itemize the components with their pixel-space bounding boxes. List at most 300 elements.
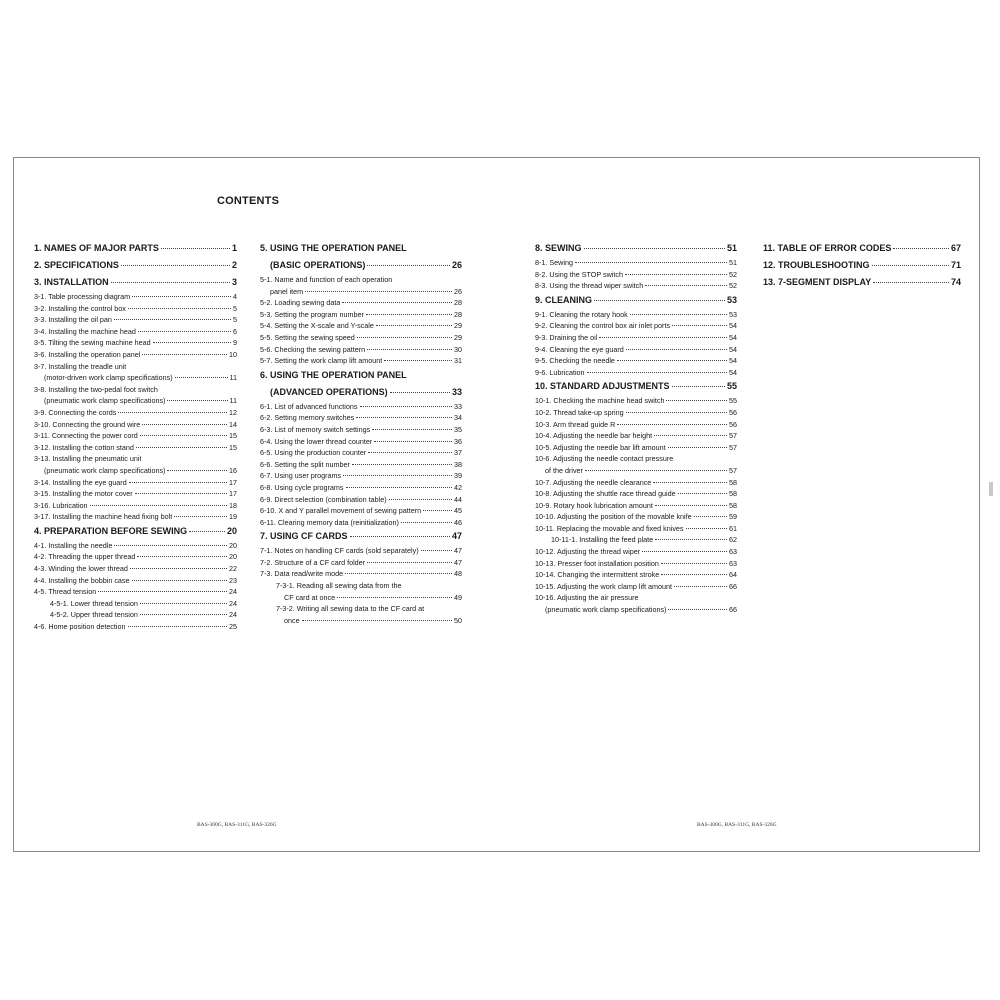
toc-entry [260, 615, 462, 627]
toc-leader-dots [140, 614, 227, 615]
toc-page-number: 58 [729, 477, 737, 487]
toc-entry [260, 332, 462, 344]
toc-entry [260, 286, 462, 298]
toc-entry-label: 3. INSTALLATION [34, 277, 109, 287]
toc-page-number: 62 [729, 535, 737, 545]
toc-entry-label: 6-10. X and Y parallel movement of sewing pattern [260, 506, 422, 516]
toc-page-number: 45 [454, 506, 462, 516]
toc-page-number: 57 [729, 465, 737, 475]
toc-leader-dots [138, 331, 231, 332]
toc-entry [260, 603, 462, 615]
toc-entry-label: 8. SEWING [535, 243, 582, 253]
toc-entry-label: 4. PREPARATION BEFORE SEWING [34, 525, 188, 536]
toc-leader-dots [654, 435, 727, 436]
toc-entry [34, 384, 237, 396]
toc-page-number: 54 [729, 321, 737, 331]
toc-entry-label: 3-14. Installing the eye guard [34, 477, 127, 487]
toc-page-number: 4 [233, 292, 237, 301]
toc-leader-dots [694, 516, 727, 517]
toc-entry [535, 453, 737, 465]
toc-entry [34, 575, 237, 587]
toc-page-number: 17 [229, 477, 237, 487]
toc-entry [34, 621, 237, 633]
toc-leader-dots [626, 412, 727, 413]
toc-entry-label: 4-5. Thread tension [34, 587, 97, 597]
toc-entry [535, 558, 737, 570]
toc-entry-label: 2. SPECIFICATIONS [34, 260, 119, 270]
toc-entry-label: 10-1. Checking the machine head switch [535, 396, 665, 406]
toc-page-number: 53 [729, 309, 737, 319]
toc-entry-label: 3-1. Table processing diagram [34, 292, 131, 301]
toc-page-number: 57 [729, 431, 737, 441]
toc-page-number: 53 [726, 294, 737, 305]
toc-entry [34, 453, 237, 465]
toc-entry-label: 9-1. Cleaning the rotary hook [535, 309, 628, 319]
toc-entry [535, 546, 737, 558]
toc-entry-label: 7-3-1. Reading all sewing data from the [276, 581, 402, 591]
toc-column-3 [535, 240, 737, 616]
toc-page-number: 15 [229, 431, 237, 441]
toc-page-number: 16 [229, 465, 237, 475]
toc-page-number: 57 [729, 442, 737, 452]
toc-page-number: 71 [950, 260, 961, 270]
toc-leader-dots [137, 556, 227, 557]
toc-page-number: 20 [229, 552, 237, 562]
toc-entry-label: 6-11. Clearing memory data (reinitialization) [260, 517, 399, 527]
toc-leader-dots [132, 580, 228, 581]
toc-entry-label: 10-13. Presser foot installation position [535, 558, 659, 568]
toc-page-number: 3 [231, 277, 237, 287]
toc-entry [260, 545, 462, 557]
page-edge-mark [989, 482, 993, 496]
toc-entry [34, 500, 237, 512]
toc-page-number: 24 [229, 598, 237, 608]
toc-entry [34, 349, 237, 361]
toc-page-number: 56 [729, 419, 737, 429]
toc-leader-dots [366, 314, 452, 315]
toc-page-number: 2 [231, 260, 237, 270]
toc-leader-dots [893, 248, 949, 249]
toc-entry [535, 280, 737, 292]
toc-page-number: 28 [454, 309, 462, 319]
toc-leader-dots [389, 499, 452, 500]
toc-leader-dots [128, 626, 228, 627]
toc-leader-dots [342, 302, 452, 303]
toc-page-number: 47 [454, 546, 462, 556]
toc-leader-dots [142, 354, 227, 355]
toc-entry-label: 3-7. Installing the treadle unit [34, 361, 127, 371]
toc-page-number: 17 [229, 489, 237, 499]
toc-entry [34, 551, 237, 563]
toc-entry-label: 10-14. Changing the intermittent stroke [535, 570, 660, 580]
toc-leader-dots [356, 417, 452, 418]
toc-leader-dots [367, 349, 452, 350]
toc-entry-label: 3-12. Installing the cotton stand [34, 442, 134, 452]
toc-leader-dots [653, 482, 727, 483]
toc-page-number: 5 [233, 315, 237, 325]
toc-page-number: 44 [454, 494, 462, 504]
toc-leader-dots [401, 522, 452, 523]
toc-entry-label: 6-8. Using cycle programs [260, 482, 344, 492]
toc-leader-dots [142, 424, 227, 425]
toc-entry-label: 9-3. Draining the oil [535, 332, 598, 342]
toc-page-number: 38 [454, 459, 462, 469]
toc-entry [260, 517, 462, 529]
toc-entry [535, 442, 737, 454]
toc-entry-label: (BASIC OPERATIONS) [270, 260, 366, 270]
toc-entry [535, 355, 737, 367]
toc-page-number: 10 [229, 349, 237, 359]
toc-page-number: 15 [229, 442, 237, 452]
toc-entry [34, 586, 237, 598]
toc-entry [535, 581, 737, 593]
toc-page-number: 55 [729, 396, 737, 406]
toc-entry [34, 511, 237, 523]
toc-leader-dots [661, 574, 727, 575]
toc-entry [260, 592, 462, 604]
toc-entry-label: 9-6. Lubrication [535, 367, 585, 377]
toc-entry-label: 5-5. Setting the sewing speed [260, 332, 355, 342]
toc-entry-label: 4-3. Winding the lower thread [34, 564, 128, 574]
toc-leader-dots [872, 265, 949, 266]
toc-leader-dots [384, 360, 452, 361]
toc-section-entry [763, 240, 961, 257]
toc-entry-label: 9. CLEANING [535, 294, 593, 305]
toc-entry-label: 9-5. Checking the needle [535, 356, 615, 366]
toc-leader-dots [423, 510, 452, 511]
toc-entry-label: 4-4. Installing the bobbin case [34, 575, 130, 585]
toc-entry-label: 5-2. Loading sewing data [260, 298, 341, 308]
toc-entry [535, 320, 737, 332]
toc-leader-dots [655, 505, 727, 506]
toc-entry [260, 309, 462, 321]
toc-leader-dots [585, 470, 727, 471]
toc-section-entry [34, 257, 237, 274]
toc-leader-dots [674, 586, 727, 587]
toc-page-number: 47 [454, 557, 462, 567]
toc-entry [535, 395, 737, 407]
toc-page-number: 22 [229, 564, 237, 574]
toc-leader-dots [357, 337, 452, 338]
toc-entry [34, 337, 237, 349]
toc-section-entry [260, 528, 462, 545]
toc-entry-label: 3-10. Connecting the ground wire [34, 419, 141, 429]
toc-page-number: 39 [454, 471, 462, 481]
toc-leader-dots [367, 265, 450, 266]
toc-entry [34, 395, 237, 407]
toc-leader-dots [372, 429, 452, 430]
toc-entry-label: 8-1. Sewing [535, 258, 573, 267]
toc-entry [34, 314, 237, 326]
toc-section-entry [260, 367, 462, 384]
toc-entry-label: 7-2. Structure of a CF card folder [260, 557, 366, 567]
toc-entry [34, 465, 237, 477]
toc-page-number: 64 [729, 570, 737, 580]
toc-page-number: 12 [229, 407, 237, 417]
toc-entry-label: 10-11-1. Installing the feed plate [551, 535, 654, 545]
toc-page-number: 42 [454, 482, 462, 492]
toc-entry-label: 3-13. Installing the pneumatic unit [34, 454, 142, 464]
toc-leader-dots [167, 400, 227, 401]
toc-entry-label: 4-2. Threading the upper thread [34, 552, 136, 562]
toc-section-entry [763, 274, 961, 291]
toc-page-number: 36 [454, 436, 462, 446]
toc-entry-label: 9-2. Cleaning the control box air inlet ports [535, 321, 671, 331]
footer-model-left: BAS-300G, BAS-311G, BAS-326G [197, 822, 277, 828]
toc-leader-dots [390, 392, 450, 393]
toc-section-entry [260, 384, 462, 401]
toc-page-number: 35 [454, 424, 462, 434]
toc-page-number: 34 [454, 413, 462, 423]
toc-entry-label: 3-3. Installing the oil pan [34, 315, 112, 325]
toc-entry [260, 355, 462, 367]
toc-entry [260, 436, 462, 448]
toc-entry-label: of the driver [545, 465, 583, 475]
toc-entry [535, 569, 737, 581]
toc-leader-dots [346, 487, 453, 488]
toc-entry-label: 11. TABLE OF ERROR CODES [763, 243, 892, 253]
toc-leader-dots [130, 568, 227, 569]
toc-entry-label: 10-2. Thread take-up spring [535, 407, 624, 417]
toc-leader-dots [376, 325, 452, 326]
toc-page-number: 24 [229, 587, 237, 597]
toc-leader-dots [626, 349, 727, 350]
toc-page-number: 51 [729, 258, 737, 267]
toc-entry-label: 6. USING THE OPERATION PANEL [260, 369, 407, 380]
toc-leader-dots [661, 563, 727, 564]
toc-entry-label: 7-3. Data read/write mode [260, 569, 344, 579]
toc-page-number: 56 [729, 407, 737, 417]
toc-page-number: 54 [729, 356, 737, 366]
toc-entry-label: 5-3. Setting the program number [260, 309, 364, 319]
toc-entry-label: 3-17. Installing the machine head fixing bolt [34, 512, 173, 522]
toc-leader-dots [114, 319, 231, 320]
toc-page-number: 11 [229, 373, 237, 383]
toc-leader-dots [135, 493, 227, 494]
toc-entry [260, 580, 462, 592]
toc-entry-label: once [284, 615, 300, 625]
toc-entry-label: 6-7. Using user programs [260, 471, 342, 481]
toc-entry-label: 10-4. Adjusting the needle bar height [535, 431, 653, 441]
toc-entry [535, 257, 737, 269]
toc-leader-dots [617, 360, 727, 361]
toc-page-number: 20 [226, 525, 237, 536]
toc-entry-label: 9-4. Cleaning the eye guard [535, 344, 624, 354]
toc-entry-label: 10-5. Adjusting the needle bar lift amount [535, 442, 666, 452]
toc-page-number: 9 [233, 338, 237, 348]
toc-section-entry [260, 257, 462, 274]
toc-entry [535, 465, 737, 477]
toc-leader-dots [302, 620, 452, 621]
toc-section-entry [535, 240, 737, 257]
toc-entry-label: 6-5. Using the production counter [260, 448, 367, 458]
toc-leader-dots [575, 262, 727, 263]
toc-entry-label: 4-5-2. Upper thread tension [50, 610, 138, 620]
toc-entry-label: 5-7. Setting the work clamp lift amount [260, 356, 383, 366]
toc-entry-label: CF card at once [284, 592, 336, 602]
toc-entry [260, 401, 462, 413]
toc-page-number: 26 [454, 286, 462, 296]
toc-page-number: 50 [454, 615, 462, 625]
toc-leader-dots [672, 325, 727, 326]
toc-page-number: 26 [451, 260, 462, 270]
toc-entry-label: 6-6. Setting the split number [260, 459, 350, 469]
toc-section-entry [34, 523, 237, 540]
toc-entry-label: 3-4. Installing the machine head [34, 326, 136, 336]
toc-leader-dots [121, 265, 230, 266]
toc-entry-label: (motor-driven work clamp specifications) [44, 373, 173, 383]
toc-leader-dots [645, 285, 727, 286]
toc-entry [260, 344, 462, 356]
toc-entry-label: 1. NAMES OF MAJOR PARTS [34, 243, 159, 253]
toc-entry [34, 488, 237, 500]
toc-entry-label: 10-10. Adjusting the position of the movable knife [535, 512, 692, 522]
toc-leader-dots [642, 551, 727, 552]
toc-entry [34, 540, 237, 552]
toc-entry-label: 6-3. List of memory switch settings [260, 424, 371, 434]
toc-entry-label: (ADVANCED OPERATIONS) [270, 386, 388, 397]
toc-entry-label: 4-6. Home position detection [34, 622, 126, 632]
contents-title: CONTENTS [217, 195, 280, 207]
toc-entry [260, 447, 462, 459]
toc-leader-dots [153, 342, 231, 343]
toc-entry [260, 412, 462, 424]
toc-page-number: 47 [451, 531, 462, 542]
toc-entry-label: 7-3-2. Writing all sewing data to the CF card at [276, 604, 425, 614]
toc-entry-label: 6-9. Direct selection (combination table) [260, 494, 387, 504]
toc-entry-label: 3-15. Installing the motor cover [34, 489, 133, 499]
toc-entry-label: 10-16. Adjusting the air pressure [535, 593, 639, 603]
toc-entry-label: 6-1. List of advanced functions [260, 401, 358, 411]
toc-page-number: 63 [729, 558, 737, 568]
toc-leader-dots [128, 308, 231, 309]
toc-leader-dots [367, 562, 452, 563]
toc-leader-dots [655, 539, 727, 540]
toc-section-entry [535, 378, 737, 395]
toc-page-number: 55 [726, 381, 737, 392]
toc-entry-label: 5. USING THE OPERATION PANEL [260, 243, 407, 253]
toc-entry [34, 563, 237, 575]
toc-page-number: 18 [229, 500, 237, 510]
toc-page-number: 58 [729, 489, 737, 499]
toc-leader-dots [672, 386, 725, 387]
toc-entry-label: 6-4. Using the lower thread counter [260, 436, 373, 446]
toc-leader-dots [421, 550, 452, 551]
toc-leader-dots [368, 452, 452, 453]
toc-entry [34, 609, 237, 621]
toc-page-number: 48 [454, 569, 462, 579]
toc-entry [260, 470, 462, 482]
toc-page-number: 20 [229, 540, 237, 550]
toc-entry [34, 326, 237, 338]
toc-page-number: 52 [729, 281, 737, 291]
toc-page-number: 19 [229, 512, 237, 522]
toc-entry [260, 568, 462, 580]
toc-entry-label: 3-16. Lubrication [34, 500, 88, 510]
toc-entry [535, 500, 737, 512]
toc-page-number: 54 [729, 344, 737, 354]
toc-entry-label: 10-8. Adjusting the shuttle race thread guide [535, 489, 676, 499]
toc-entry-label: 10-11. Replacing the movable and fixed knives [535, 523, 684, 533]
toc-entry [260, 320, 462, 332]
toc-leader-dots [136, 447, 227, 448]
toc-leader-dots [668, 447, 727, 448]
toc-entry [535, 269, 737, 281]
toc-entry [34, 407, 237, 419]
toc-leader-dots [140, 603, 227, 604]
toc-leader-dots [140, 435, 227, 436]
toc-page-number: 29 [454, 321, 462, 331]
toc-page-number: 66 [729, 605, 737, 615]
toc-entry-label: 13. 7-SEGMENT DISPLAY [763, 277, 872, 287]
toc-leader-dots [161, 248, 230, 249]
toc-leader-dots [118, 412, 227, 413]
toc-page-number: 5 [233, 303, 237, 313]
toc-entry [260, 494, 462, 506]
toc-entry-label: 6-2. Setting memory switches [260, 413, 355, 423]
toc-entry [535, 407, 737, 419]
toc-entry [34, 419, 237, 431]
toc-column-1 [34, 240, 237, 633]
toc-page-number: 28 [454, 298, 462, 308]
toc-entry-label: 12. TROUBLESHOOTING [763, 260, 870, 270]
toc-entry [260, 482, 462, 494]
toc-entry-label: 10-12. Adjusting the thread wiper [535, 547, 641, 557]
toc-entry [535, 309, 737, 321]
toc-entry-label: 7-1. Notes on handling CF cards (sold separately) [260, 546, 419, 556]
toc-entry-label: 10-9. Rotary hook lubrication amount [535, 500, 653, 510]
toc-entry [535, 344, 737, 356]
toc-page-number: 33 [454, 401, 462, 411]
toc-entry [34, 430, 237, 442]
toc-entry [535, 477, 737, 489]
toc-entry [535, 419, 737, 431]
toc-page-number: 30 [454, 344, 462, 354]
toc-leader-dots [587, 372, 727, 373]
toc-page-number: 74 [950, 277, 961, 287]
toc-page-number: 25 [229, 622, 237, 632]
toc-page-number: 6 [233, 326, 237, 336]
toc-leader-dots [599, 337, 727, 338]
footer-model-right: BAS-300G, BAS-311G, BAS-326G [697, 822, 777, 828]
toc-section-entry [763, 257, 961, 274]
toc-leader-dots [129, 482, 227, 483]
toc-page-number: 61 [729, 523, 737, 533]
toc-page-number: 67 [950, 243, 961, 253]
toc-leader-dots [678, 493, 727, 494]
toc-entry [535, 367, 737, 379]
toc-page-number: 49 [454, 592, 462, 602]
toc-entry-label: 5-4. Setting the X-scale and Y-scale [260, 321, 374, 331]
toc-entry [535, 430, 737, 442]
toc-entry [260, 297, 462, 309]
toc-entry [535, 332, 737, 344]
toc-entry [34, 303, 237, 315]
toc-entry [535, 592, 737, 604]
toc-leader-dots [98, 591, 227, 592]
toc-page-number: 54 [729, 367, 737, 377]
toc-page-number: 37 [454, 448, 462, 458]
toc-column-4 [763, 240, 961, 291]
toc-leader-dots [666, 400, 727, 401]
toc-section-entry [34, 240, 237, 257]
toc-entry-label: 3-8. Installing the two-pedal foot switch [34, 384, 158, 394]
toc-leader-dots [175, 377, 228, 378]
toc-page-number: 46 [454, 517, 462, 527]
toc-leader-dots [337, 597, 452, 598]
toc-leader-dots [873, 282, 949, 283]
toc-leader-dots [360, 406, 453, 407]
